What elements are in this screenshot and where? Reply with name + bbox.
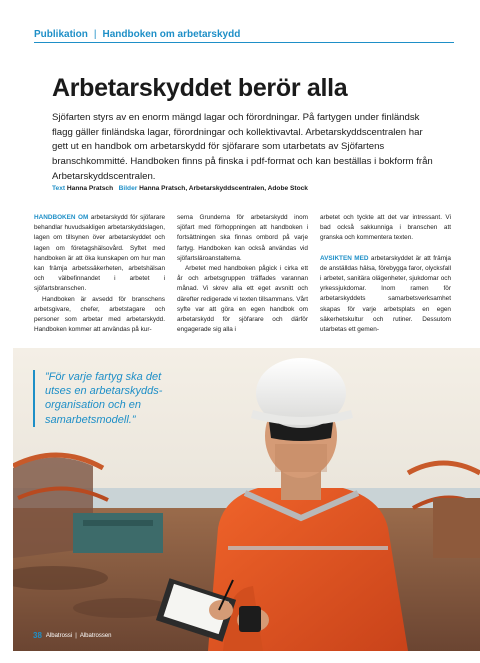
run-in-heading: HANDBOKEN OM [34,214,89,221]
article-lead: Sjöfarten styrs av en enorm mängd lagar och förordningar. På fartygen under finländsk flagg gäller finländska lagar, förordningar och kollektivavtal. Arbetarskyddscentralen har gett ut en handbok om arbetarskydd för sjöfarare som utarbetats av Sjöfartens branschkommitté. Handboken finns på finska i pdf-format och kan beställas i bokform från Arbetarskyddscentralen. [52,112,433,182]
body-column-1 [34,213,165,338]
page-footer [33,631,112,640]
header-rule [34,42,454,43]
body-column-3 [320,213,451,338]
image-credit-label: Bilder [118,185,138,192]
body-paragraph: serna Grunderna för arbetarskydd inom sjöfart med förhoppningen att handboken i fortsättningen ska finnas ombord på varje fartyg. Handboken kan också användas vid sjöfartsläroanstalterna. [177,214,308,262]
article-title: Arbetarskyddet berör alla [52,74,348,102]
page-number: 38 [33,631,42,640]
footer-separator: | [75,632,77,639]
deck-machinery [73,513,163,553]
body-paragraph: Arbetet med handboken pågick i cirka ett år och arbetsgruppen träffades varannan månad. Vi skrev alla ett eget avsnitt och därefter redigerade vi texten tillsammans. Vårt syfte var att göra en egen handbok om arbetarskydd för sjöfarare och därför engagerade sig alla i [177,265,308,334]
paragraph-text: arbetarskydd för sjöfarare behandlar huvudsakligen arbetarskyddslagen, lagen om tillsynen över arbetarskyddet och lagen om företagshälsovård. Syftet med handboken är att öka kunskapen om hur man kan främja arbetssäkerheten, arbetshälsan och välbefinnandet i arbetet i sjöfartsbranschen. [34,214,166,293]
body-paragraph: arbetet och tyckte att det var intressant. Vi bad också sakkunniga i branschen att granska och kommentera texten. [320,214,451,242]
body-column-2 [177,213,308,338]
magazine-name: Albatrossi [45,632,73,639]
magazine-name-alt: Albatrossen [79,632,112,639]
body-paragraph [320,254,451,336]
run-in-heading: AVSIKTEN MED [320,254,369,262]
pull-quote: ”För varje fartyg ska det utses en arbetarskyddsorganisation och en samarbetsmodell.” [33,370,163,427]
section-label: Publikation [34,28,88,40]
text-credit-author: Hanna Pratsch [66,185,114,192]
subsection-label: Handboken om arbetarskydd [102,28,241,40]
body-columns [34,213,452,338]
header-separator: | [93,28,97,40]
article-credits [52,185,452,192]
body-paragraph: Handboken är avsedd för branschens arbetsgivare, chefer, arbetstagare och personer som arbetar med arbetarskydd. Handboken kommer att användas på kur- [34,295,165,334]
section-header [34,27,454,41]
text-credit-label: Text [52,185,66,192]
radio [239,606,261,632]
paragraph-text: arbetarskyddet är att främja de anställdas hälsa, förebygga faror, olycksfall i arbetet, sanitära olägenheter, sjukdomar och yrkessjukdomar. Inom ramen för arbetarskyddets samarbetsverksamhet skapas för varje arbetsplats en egen säkerhetskultur och rutiner. Dessutom utarbetas ett gemen- [320,254,451,334]
image-credit-names: Hanna Pratsch, Arbetarskyddscentralen, Adobe Stock [139,185,308,192]
body-paragraph [34,213,165,295]
